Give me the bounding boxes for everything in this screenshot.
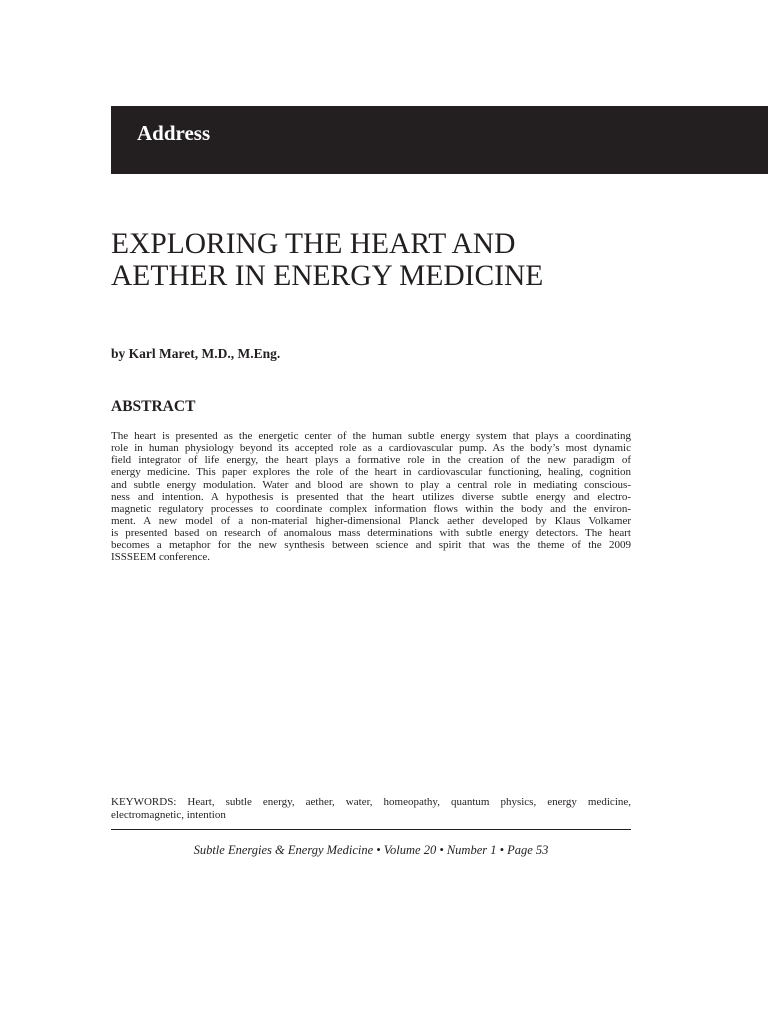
keywords-block <box>111 796 631 821</box>
abstract-line: role in human physiology beyond its accepted role as a cardiovascular pump. As the body’s most dynamic <box>111 442 631 455</box>
keywords-label: KEYWORDS: <box>111 796 177 808</box>
abstract-line: ness and intention. A hypothesis is presented that the heart utilizes diverse subtle energy and electro- <box>111 490 631 503</box>
abstract-line: ISSSEEM conference. <box>111 551 210 564</box>
abstract-heading: ABSTRACT <box>111 398 196 415</box>
article-title <box>111 228 671 292</box>
abstract-body <box>111 430 631 564</box>
keywords-line <box>111 796 631 809</box>
author-byline: by Karl Maret, M.D., M.Eng. <box>111 346 281 361</box>
abstract-line: is presented based on research of anomalous mass determinations with subtle energy detectors. The heart <box>111 527 631 540</box>
title-line: AETHER IN ENERGY MEDICINE <box>111 260 544 292</box>
section-banner <box>111 106 768 174</box>
footer-rule <box>111 829 631 830</box>
journal-citation: Subtle Energies & Energy Medicine • Volume 20 • Number 1 • Page 53 <box>193 843 549 857</box>
abstract-line: energy medicine. This paper explores the role of the heart in cardiovascular functioning, healing, cognition <box>111 466 631 479</box>
abstract-line: magnetic regulatory processes to coordinate complex information flows within the body and the environ- <box>111 502 631 515</box>
abstract-line: ment. A new model of a non-material higher-dimensional Planck aether developed by Klaus Volkamer <box>111 514 631 527</box>
abstract-line: field integrator of life energy, the heart plays a formative role in the creation of the new paradigm of <box>111 454 631 467</box>
abstract-line: and subtle energy modulation. Water and blood are shown to play a central role in mediating conscious- <box>111 478 631 491</box>
title-line: EXPLORING THE HEART AND <box>111 228 516 260</box>
keywords-list: Heart, subtle energy, aether, water, homeopathy, quantum physics, energy medicine, <box>187 796 631 808</box>
section-label: Address <box>137 121 211 145</box>
abstract-line: The heart is presented as the energetic center of the human subtle energy system that plays a coordinating <box>111 430 631 442</box>
abstract-line: becomes a metaphor for the new synthesis between science and spirit that was the theme of the 2009 <box>111 539 631 552</box>
keywords-line: electromagnetic, intention <box>111 808 226 821</box>
